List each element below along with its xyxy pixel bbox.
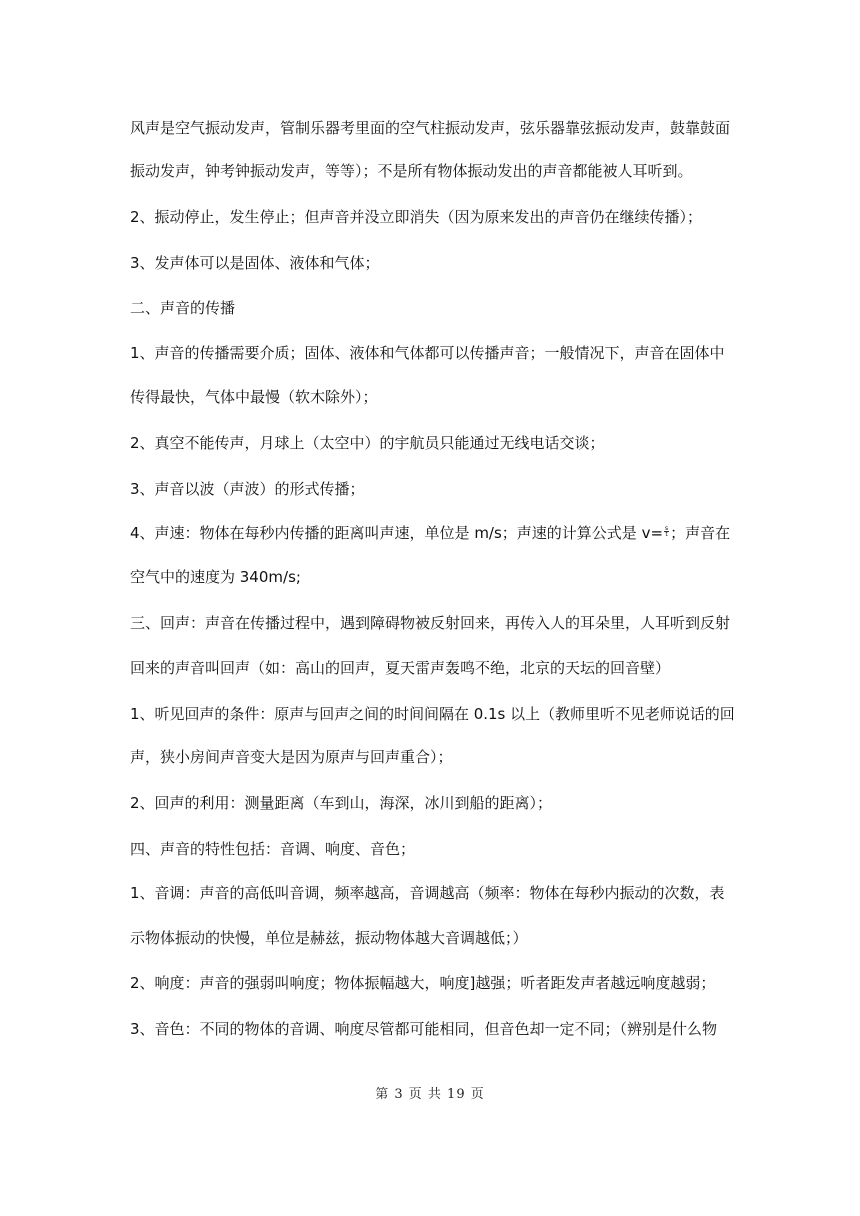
paragraph-line: 1、音调：声音的高低叫音调，频率越高，音调越高（频率：物体在每秒内振动的次数，表	[130, 884, 725, 902]
paragraph-line-with-formula	[130, 523, 735, 543]
paragraph-line: 风声是空气振动发声，管制乐器考里面的空气柱振动发声，弦乐器靠弦振动发声，鼓靠鼓面	[130, 119, 731, 137]
paragraph-line: 振动发声，钟考钟振动发声，等等）；不是所有物体振动发出的声音都能被人耳听到。	[130, 162, 693, 180]
paragraph-line: 声，狭小房间声音变大是因为原声与回声重合）；	[130, 748, 453, 766]
paragraph-line: 3、发声体可以是固体、液体和气体；	[130, 254, 380, 272]
paragraph-line: 2、回声的利用：测量距离（车到山，海深，冰川到船的距离）；	[130, 794, 553, 812]
section-heading: 二、声音的传播	[130, 299, 236, 317]
paragraph-line: 2、响度：声音的强弱叫响度；物体振幅越大，响度]越强；听者距发声者越远响度越弱；	[130, 974, 716, 992]
paragraph-line: 3、音色：不同的物体的音调、响度尽管都可能相同，但音色却一定不同；（辨别是什么物	[130, 1020, 718, 1038]
paragraph-line: 示物体振动的快慢，单位是赫兹，振动物体越大音调越低；）	[130, 929, 528, 947]
paragraph-line: 空气中的速度为 340m/s;	[130, 568, 301, 586]
paragraph-line: 1、声音的传播需要介质；固体、液体和气体都可以传播声音；一般情况下，声音在固体中	[130, 344, 725, 362]
paragraph-line: 3、声音以波（声波）的形式传播；	[130, 480, 365, 498]
section-heading: 三、回声：声音在传播过程中，遇到障碍物被反射回来，再传入人的耳朵里，人耳听到反射	[130, 614, 731, 632]
page-footer: 第 3 页 共 19 页	[375, 1087, 485, 1102]
paragraph-line: 1、听见回声的条件：原声与回声之间的时间间隔在 0.1s 以上（教师里听不见老师说话的回	[130, 705, 735, 723]
fraction-denominator: t	[665, 531, 668, 538]
paragraph-line: 回来的声音叫回声（如：高山的回声，夏天雷声轰鸣不绝，北京的天坛的回音壁）	[130, 659, 671, 677]
fraction-numerator: s	[665, 525, 669, 532]
section-heading: 四、声音的特性包括：音调、响度、音色；	[130, 840, 416, 858]
speed-formula-fraction	[664, 526, 669, 537]
paragraph-line: 2、振动停止，发生停止；但声音并没立即消失（因为原来发出的声音仍在继续传播）；	[130, 208, 703, 226]
paragraph-line: 传得最快，气体中最慢（软木除外）；	[130, 388, 378, 406]
formula-prefix: 4、声速：物体在每秒内传播的距离叫声速，单位是 m/s；声速的计算公式是 v=	[130, 524, 664, 542]
paragraph-line: 2、真空不能传声，月球上（太空中）的宇航员只能通过无线电话交谈；	[130, 434, 605, 452]
formula-suffix: ；声音在	[670, 524, 731, 542]
